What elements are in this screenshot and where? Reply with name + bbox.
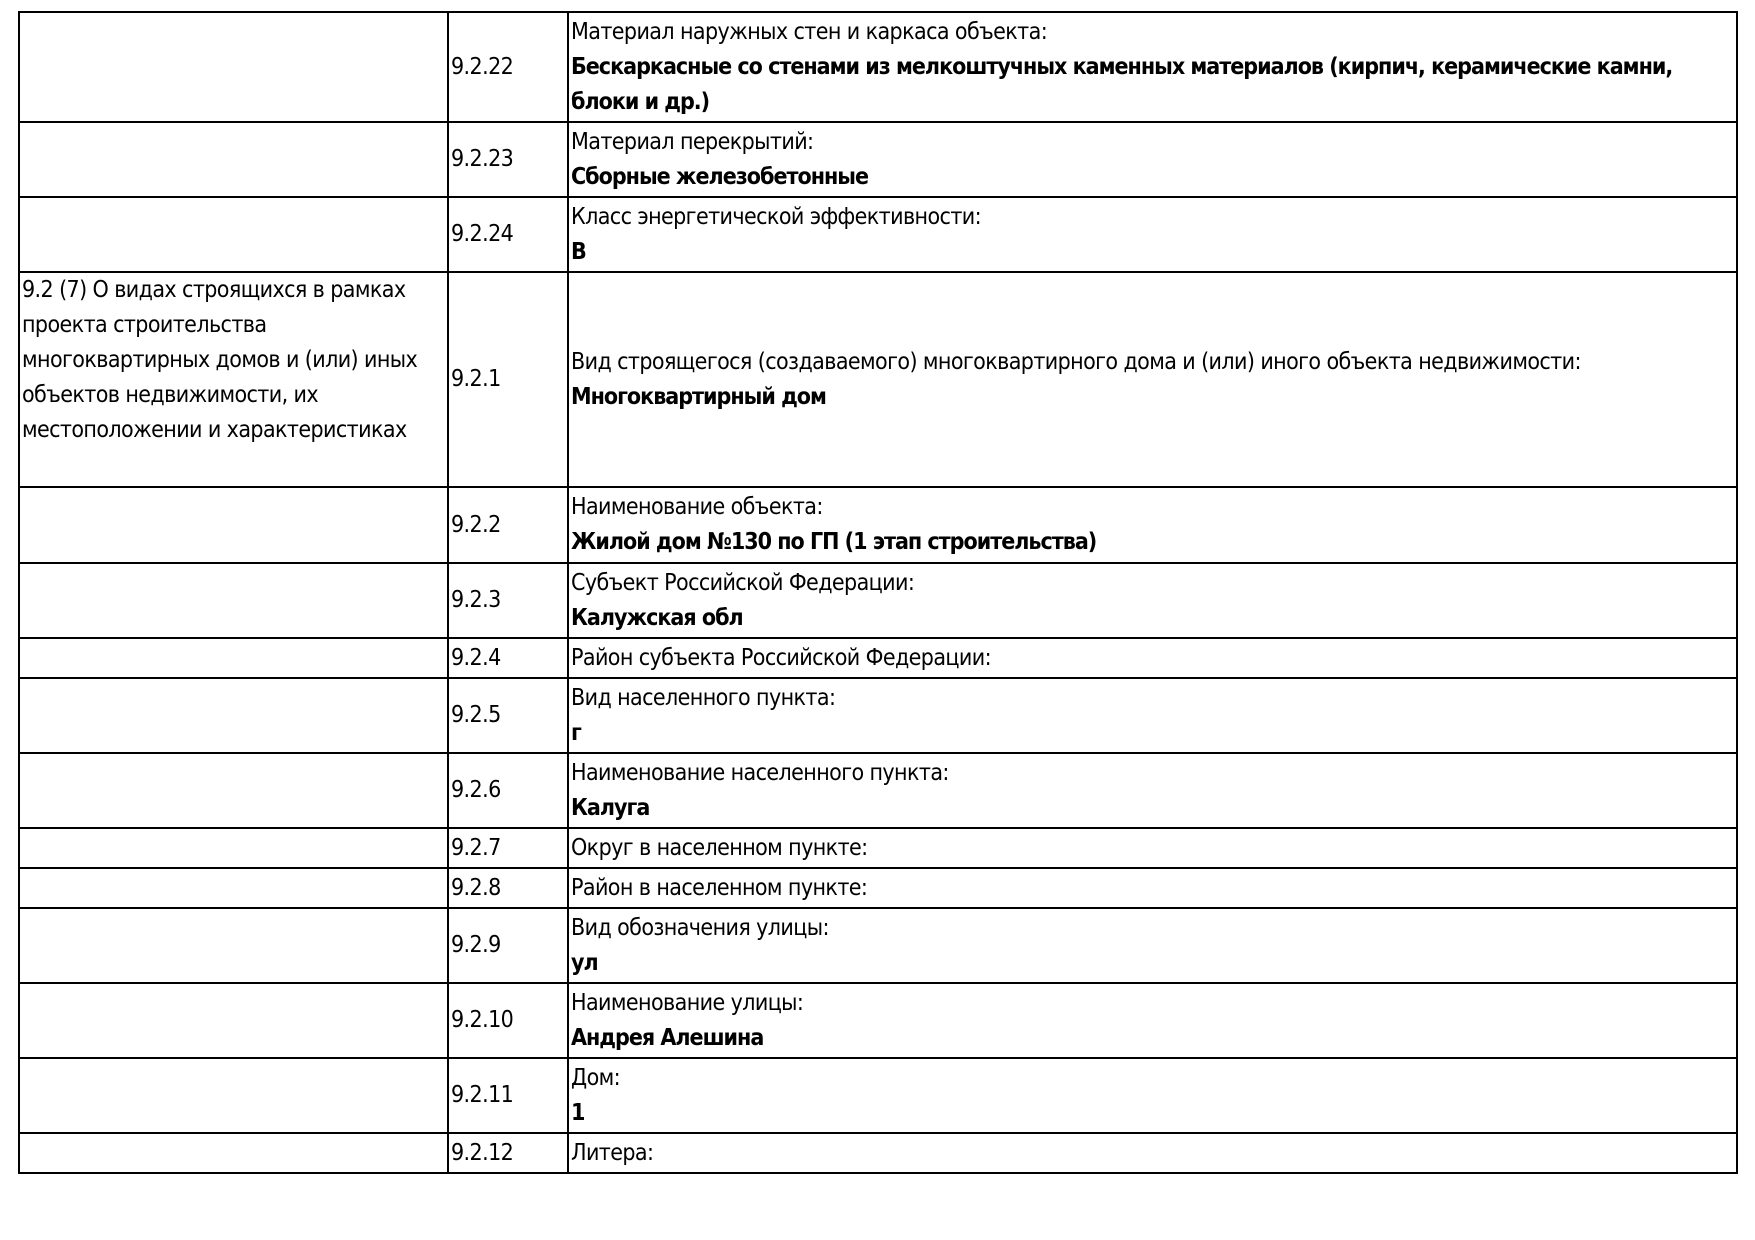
section-cell	[19, 563, 448, 638]
item-number-cell	[448, 1058, 568, 1133]
item-content-cell	[568, 638, 1737, 678]
section-cell	[19, 868, 448, 908]
item-number-cell	[448, 122, 568, 197]
item-number-cell	[448, 868, 568, 908]
field-value: В	[571, 238, 586, 265]
table-row	[19, 563, 1737, 638]
table-row	[19, 272, 1737, 487]
item-number: 9.2.11	[451, 1082, 514, 1108]
item-content-cell	[568, 122, 1737, 197]
item-number-cell	[448, 197, 568, 272]
field-label: Район субъекта Российской Федерации:	[571, 644, 991, 671]
table-body	[19, 12, 1737, 1173]
section-cell	[19, 908, 448, 983]
table-row	[19, 197, 1737, 272]
item-number: 9.2.7	[451, 834, 501, 861]
field-label: Вид населенного пункта:	[571, 684, 836, 711]
item-content-cell	[568, 1133, 1737, 1173]
item-number-cell	[448, 272, 568, 487]
field-value: Бескаркасные со стенами из мелкоштучных каменных материалов (кирпич, керамические камни, блоки и др.)	[571, 53, 1673, 115]
table-row	[19, 983, 1737, 1058]
table-row	[19, 753, 1737, 828]
item-number-cell	[448, 487, 568, 563]
field-label: Вид строящегося (создаваемого) многоквартирного дома и (или) иного объекта недвижимости:	[571, 348, 1581, 375]
field-value: г	[571, 719, 581, 746]
item-content-cell	[568, 272, 1737, 487]
table-row	[19, 828, 1737, 868]
item-number: 9.2.3	[451, 587, 501, 613]
field-value: Сборные железобетонные	[571, 163, 869, 190]
field-label: Дом:	[571, 1064, 621, 1091]
table-row	[19, 638, 1737, 678]
item-number-cell	[448, 638, 568, 678]
field-label: Наименование улицы:	[571, 989, 804, 1016]
section-cell	[19, 678, 448, 753]
item-number: 9.2.2	[451, 511, 501, 538]
item-number: 9.2.23	[451, 146, 514, 172]
table-row	[19, 908, 1737, 983]
item-number-cell	[448, 753, 568, 828]
item-content-cell	[568, 908, 1737, 983]
table-row	[19, 868, 1737, 908]
item-number-cell	[448, 563, 568, 638]
item-number: 9.2.1	[451, 366, 501, 392]
item-content-cell	[568, 753, 1737, 828]
item-number: 9.2.22	[451, 53, 514, 80]
item-number: 9.2.9	[451, 932, 501, 958]
item-number: 9.2.10	[451, 1007, 514, 1033]
item-number: 9.2.24	[451, 221, 514, 247]
item-content-cell	[568, 983, 1737, 1058]
field-label: Округ в населенном пункте:	[571, 834, 868, 861]
item-number-cell	[448, 983, 568, 1058]
item-content-cell	[568, 678, 1737, 753]
field-label: Материал перекрытий:	[571, 128, 814, 155]
item-number-cell	[448, 12, 568, 122]
item-content-cell	[568, 487, 1737, 563]
field-value: Калужская обл	[571, 604, 743, 631]
section-cell	[19, 12, 448, 122]
table-row	[19, 1058, 1737, 1133]
field-label: Наименование объекта:	[571, 494, 823, 520]
field-label: Класс энергетической эффективности:	[571, 203, 981, 230]
declaration-table	[18, 11, 1738, 1174]
item-content-cell	[568, 868, 1737, 908]
item-number-cell	[448, 1133, 568, 1173]
item-content-cell	[568, 828, 1737, 868]
item-number-cell	[448, 678, 568, 753]
field-value: Жилой дом №130 по ГП (1 этап строительства)	[571, 529, 1097, 555]
field-label: Район в населенном пункте:	[571, 874, 868, 901]
item-number: 9.2.8	[451, 874, 501, 901]
table-row	[19, 678, 1737, 753]
table-row	[19, 487, 1737, 563]
item-content-cell	[568, 197, 1737, 272]
field-value: 1	[571, 1099, 585, 1126]
item-number: 9.2.5	[451, 702, 501, 728]
item-content-cell	[568, 563, 1737, 638]
section-cell	[19, 197, 448, 272]
section-cell	[19, 1058, 448, 1133]
section-cell	[19, 983, 448, 1058]
field-label: Материал наружных стен и каркаса объекта:	[571, 18, 1048, 45]
field-label: Вид обозначения улицы:	[571, 914, 829, 941]
table-row	[19, 12, 1737, 122]
section-title: 9.2 (7) О видах строящихся в рамках проекта строительства многоквартирных домов и (или) иных объектов недвижимости, их местоположении и характеристиках	[22, 277, 418, 443]
field-value: Андрея Алешина	[571, 1024, 764, 1051]
field-value: Калуга	[571, 794, 650, 821]
field-value: Многоквартирный дом	[571, 383, 826, 410]
item-content-cell	[568, 1058, 1737, 1133]
field-label: Субъект Российской Федерации:	[571, 569, 915, 596]
section-cell	[19, 1133, 448, 1173]
item-number: 9.2.4	[451, 644, 501, 671]
table-row	[19, 122, 1737, 197]
item-content-cell	[568, 12, 1737, 122]
item-number: 9.2.6	[451, 777, 501, 803]
item-number-cell	[448, 828, 568, 868]
section-cell	[19, 122, 448, 197]
field-label: Наименование населенного пункта:	[571, 759, 949, 786]
section-cell	[19, 272, 448, 487]
section-cell	[19, 828, 448, 868]
field-label: Литера:	[571, 1139, 654, 1166]
section-cell	[19, 753, 448, 828]
field-value: ул	[571, 949, 598, 976]
section-cell	[19, 638, 448, 678]
section-cell	[19, 487, 448, 563]
item-number: 9.2.12	[451, 1139, 514, 1166]
table-row	[19, 1133, 1737, 1173]
item-number-cell	[448, 908, 568, 983]
